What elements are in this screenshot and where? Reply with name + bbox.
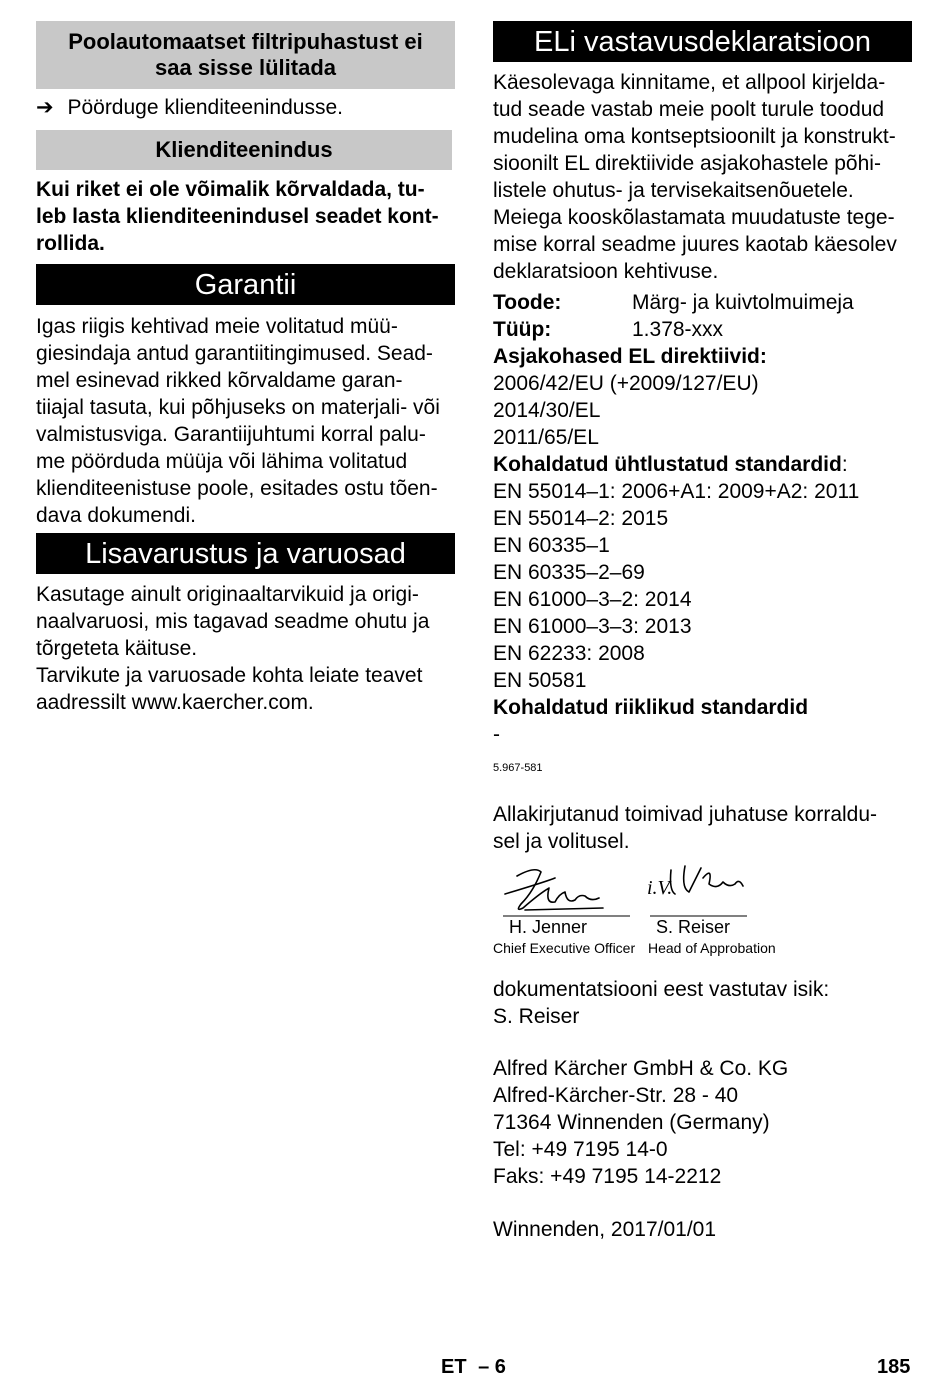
warranty-line: klienditeenistuse poole, esitades ostu tõen- [36, 477, 438, 500]
company-address [493, 1055, 788, 1190]
company-line: Alfred Kärcher GmbH & Co. KG [493, 1057, 789, 1080]
company-line: 71364 Winnenden (Germany) [493, 1111, 770, 1134]
declaration-heading-text: ELi vastavusdeklaratsioon [534, 26, 871, 58]
standard-item: EN 61000–3–2: 2014 [493, 588, 692, 611]
service-heading [36, 130, 452, 170]
standard-item: EN 55014–2: 2015 [493, 507, 669, 530]
signatures-graphic [495, 864, 775, 920]
product-row [493, 289, 913, 316]
authority-line: sel ja volitusel. [493, 830, 630, 853]
filter-action-row [36, 94, 343, 121]
company-line: Faks: +49 7195 14-2212 [493, 1165, 722, 1188]
footer-section-code: ET [441, 1356, 467, 1378]
authority-line: Allakirjutanud toimivad juhatuse korraldu- [493, 803, 878, 826]
service-text [36, 176, 439, 257]
accessories-heading [36, 533, 455, 574]
signer2-name: S. Reiser [656, 917, 731, 937]
footer-page-number: 185 [877, 1356, 911, 1378]
intro-line: mise korral seadme juures kaotab käesolev [493, 233, 897, 256]
filter-heading [36, 21, 455, 89]
type-value: 1.378-xxx [632, 318, 724, 341]
accessories-line: aadressilt www.kaercher.com. [36, 691, 314, 714]
signature-jenner [517, 870, 599, 910]
national-label: Kohaldatud riiklikud standardid [493, 696, 809, 719]
type-label: Tüüp: [493, 318, 552, 341]
signature-reiser [671, 866, 744, 894]
arrow-right-icon: ➔ [36, 96, 54, 119]
directives-label: Asjakohased EL direktiivid: [493, 345, 767, 368]
intro-line: listele ohutus- ja tervisekaitsenõuetele. [493, 179, 854, 202]
standard-item: EN 55014–1: 2006+A1: 2009+A2: 2011 [493, 480, 860, 503]
declaration-intro [493, 69, 897, 285]
service-line: leb lasta klienditeenindusel seadet kont- [36, 205, 439, 228]
signer2-mark-text: i.V. [647, 877, 673, 899]
harmonized-colon: : [841, 453, 848, 476]
accessories-line: Tarvikute ja varuosade kohta leiate teavet [36, 664, 423, 687]
service-heading-text: Klienditeenindus [155, 137, 333, 162]
product-label: Toode: [493, 291, 562, 314]
standard-item: EN 61000–3–3: 2013 [493, 615, 692, 638]
filter-heading-line: Poolautomaatset filtripuhastust ei [68, 29, 423, 54]
doc-person [493, 976, 829, 1030]
intro-line: Käesolevaga kinnitame, et allpool kirjelda- [493, 71, 886, 94]
service-line: rollida. [36, 232, 105, 255]
warranty-line: mel esinevad rikked kõrvaldame garan- [36, 369, 403, 392]
warranty-heading-text: Garantii [194, 269, 297, 301]
intro-line: mudelina oma kontseptsioonilt ja konstrukt- [493, 125, 896, 148]
place-date: Winnenden, 2017/01/01 [493, 1218, 717, 1241]
service-line: Kui riket ei ole võimalik kõrvaldada, tu- [36, 178, 425, 201]
accessories-heading-text: Lisavarustus ja varuosad [85, 538, 406, 570]
directive-item: 2011/65/EL [493, 426, 599, 449]
signer2-role: Head of Approbation [648, 940, 776, 956]
accessories-line: Kasutage ainult originaaltarvikuid ja origi- [36, 583, 419, 606]
intro-line: Meiega kooskõlastamata muudatuste tege- [493, 206, 895, 229]
warranty-text [36, 313, 440, 529]
accessories-line: naalvaruosi, mis tagavad seadme ohutu ja [36, 610, 430, 633]
intro-line: sioonilt EL direktiivide asjakohastele põhi- [493, 152, 881, 175]
signer1-role: Chief Executive Officer [493, 940, 636, 956]
company-line: Tel: +49 7195 14-0 [493, 1138, 668, 1161]
accessories-text [36, 581, 429, 716]
national-value: - [493, 723, 500, 746]
directive-item: 2006/42/EU (+2009/127/EU) [493, 372, 759, 395]
product-value: Märg- ja kuivtolmuimeja [632, 291, 854, 314]
warranty-line: giesindaja antud garantiitingimused. Sead- [36, 342, 433, 365]
filter-action-text: Pöörduge klienditeenindusse. [67, 96, 343, 119]
standard-item: EN 60335–2–69 [493, 561, 645, 584]
doc-person-label: dokumentatsiooni eest vastutav isik: [493, 978, 830, 1001]
doc-person-name: S. Reiser [493, 1005, 580, 1028]
intro-line: deklaratsioon kehtivuse. [493, 260, 719, 283]
warranty-line: dava dokumendi. [36, 504, 196, 527]
intro-line: tud seade vastab meie poolt turule toodud [493, 98, 885, 121]
warranty-line: Igas riigis kehtivad meie volitatud müü- [36, 315, 398, 338]
type-row [493, 316, 913, 343]
warranty-line: me pöörduda müüja või lähima volitatud [36, 450, 408, 473]
declaration-heading [493, 21, 912, 62]
harmonized-label-row [493, 451, 913, 478]
standard-item: EN 60335–1 [493, 534, 610, 557]
signer1-name: H. Jenner [509, 917, 588, 937]
company-line: Alfred-Kärcher-Str. 28 - 40 [493, 1084, 739, 1107]
footer-section [441, 1356, 506, 1379]
declaration-details [493, 289, 913, 748]
warranty-line: tiiajal tasuta, kui põhjuseks on materjali- või [36, 396, 440, 419]
footer-page-local: – 6 [478, 1356, 506, 1378]
directive-item: 2014/30/EL [493, 399, 601, 422]
harmonized-label: Kohaldatud ühtlustatud standardid [493, 453, 842, 476]
authority-text [493, 801, 877, 855]
standard-item: EN 50581 [493, 669, 587, 692]
warranty-line: valmistusviga. Garantiijuhtumi korral palu- [36, 423, 426, 446]
standard-item: EN 62233: 2008 [493, 642, 645, 665]
doc-reference: 5.967-581 [493, 762, 543, 774]
warranty-heading [36, 264, 455, 305]
filter-heading-line: saa sisse lülitada [155, 55, 336, 80]
accessories-line: tõrgeteta käituse. [36, 637, 198, 660]
